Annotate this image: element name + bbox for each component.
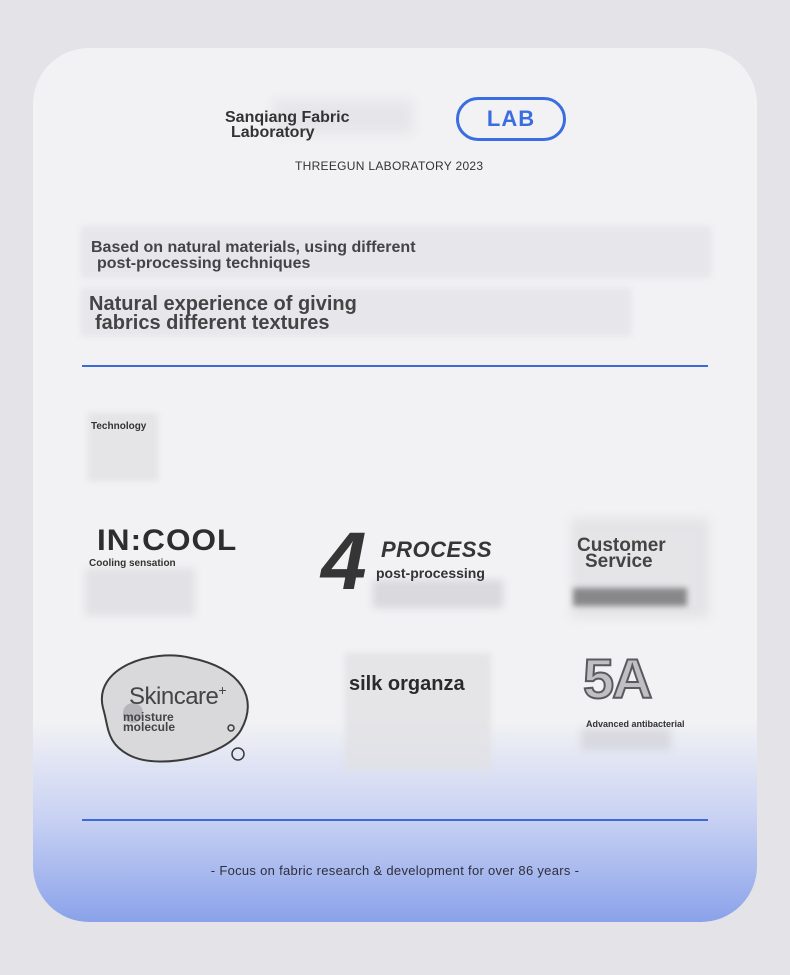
customer-service-line1: Customer	[577, 535, 666, 556]
skincare-line1: moisture	[123, 710, 174, 724]
incool-logo: IN:COOL	[97, 524, 238, 557]
brand-title-line1: Sanqiang Fabric	[225, 109, 350, 126]
lab-subtitle: THREEGUN LABORATORY 2023	[295, 159, 484, 173]
incool-blur	[85, 568, 195, 616]
section-label-technology: Technology	[91, 421, 147, 432]
customer-service-title	[577, 535, 666, 572]
fivea-logo: 5A	[583, 647, 651, 710]
main-card	[33, 48, 757, 922]
top-divider	[82, 365, 708, 367]
customer-service-line2: Service	[585, 551, 653, 572]
fivea-blur	[581, 728, 671, 750]
intro-heading-2-line2: fabrics different textures	[95, 312, 330, 334]
bottom-divider	[82, 819, 708, 821]
customer-service-blurred-bar	[573, 588, 687, 606]
footer-tagline: - Focus on fabric research & development for over 86 years -	[210, 863, 580, 878]
process-number: 4	[321, 516, 367, 607]
intro-heading-2	[89, 295, 449, 333]
skincare-line2: molecule	[123, 720, 176, 734]
brand-title	[225, 110, 425, 140]
intro-heading-1	[91, 240, 521, 272]
lab-badge: LAB	[456, 97, 566, 141]
process-blur	[373, 580, 503, 608]
process-title: PROCESS	[381, 537, 493, 562]
intro-heading-1-line2: post-processing techniques	[97, 255, 311, 272]
skincare-title: Skincare	[129, 683, 219, 710]
incool-subtitle: Cooling sensation	[89, 558, 176, 569]
skincare-caption	[123, 712, 175, 732]
silk-organza-title: silk organza	[349, 673, 465, 695]
silk-blur	[345, 653, 491, 771]
intro-heading-1-line1: Based on natural materials, using different	[91, 239, 416, 256]
skincare-plus: +	[218, 682, 227, 698]
brand-title-line2: Laboratory	[231, 124, 315, 141]
process-subtitle: post-processing	[376, 565, 485, 581]
skincare-logo	[129, 682, 226, 711]
fivea-subtitle: Advanced antibacterial	[586, 719, 685, 729]
intro-heading-2-line1: Natural experience of giving	[89, 293, 357, 315]
